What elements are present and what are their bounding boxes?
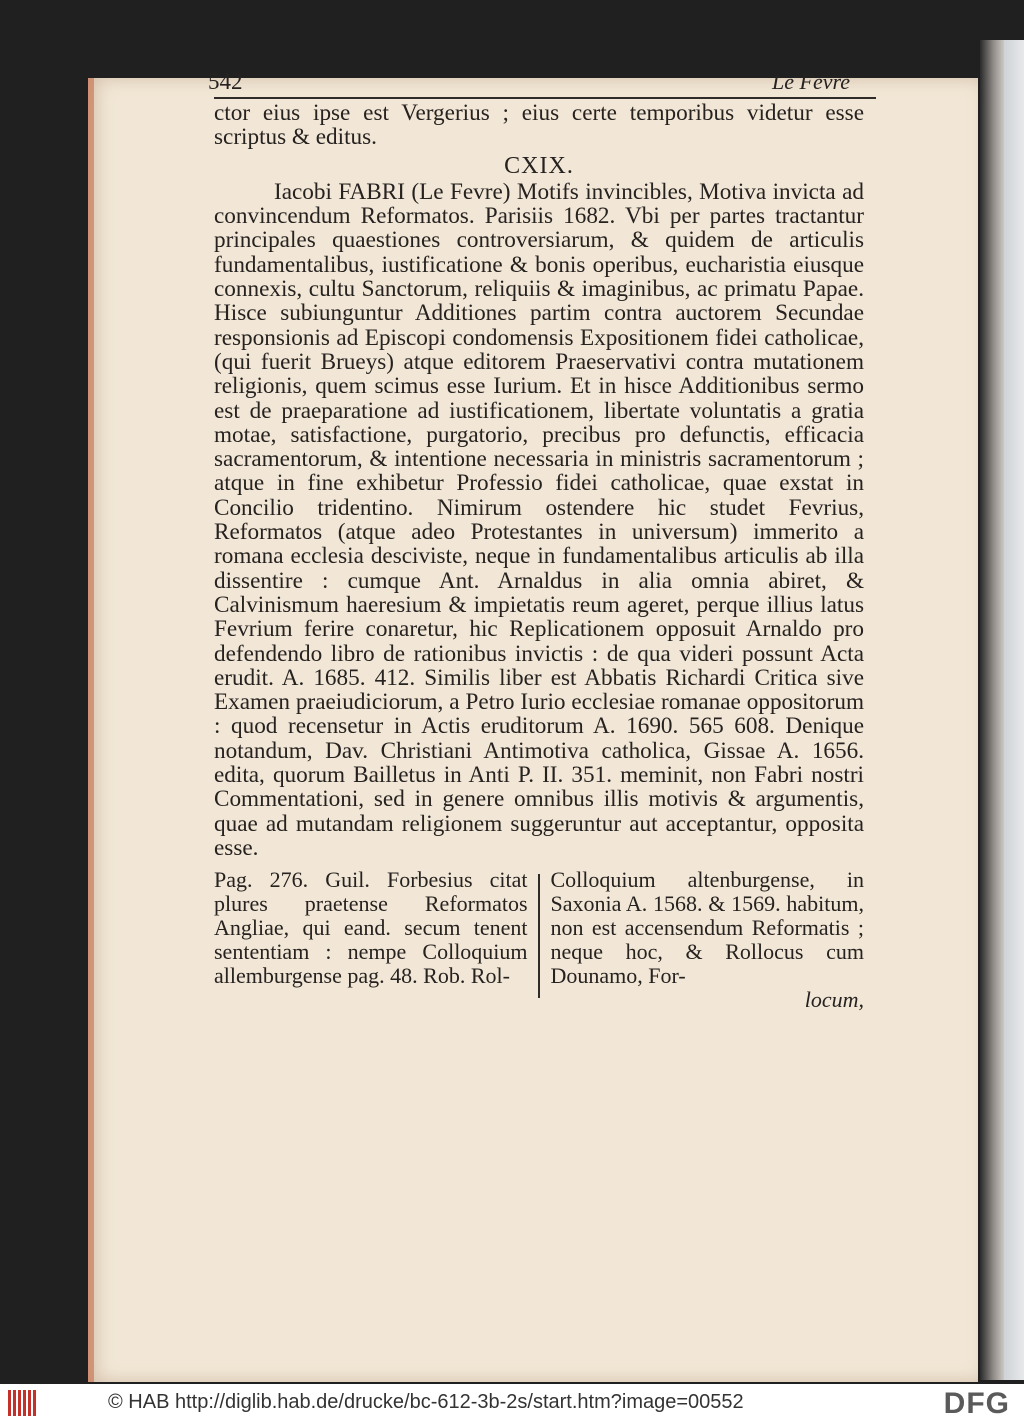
page-number: 542 bbox=[208, 69, 243, 94]
catchword: locum, bbox=[804, 987, 864, 1013]
entry-body: Iacobi FABRI (Le Fevre) Motifs invincibles, Motiva invicta ad convincendum Reformatos. Parisiis 1682. Vbi per partes tractantur principales quaestiones controversiarum, & quidem de articulis fundamentalibus, iustificatione & bonis operibus, eucharistia eiusque connexis, cultu Sanctorum, reliquiis & imaginibus, ac primatu Papae. Hisce subiunguntur Additiones partim contra auctorem Secundae responsionis ad Episcopi condomensis Expositionem fidei catholicae, (qui fuerit Brueys) atque editorem Praeservativi contra mutationem religionis, quem scimus esse Iurium. Et in hisce Additionibus sermo est de praeparatione ad iustificationem, libertate voluntatis a gratia motae, satisfactione, purgatorio, precibus pro defunctis, efficacia sacramentorum, & intentione necessaria in ministris sacramentorum ; atque in fine exhibetur Professio fidei catholicae, quae exstat in Concilio tridentino. Nimirum ostendere hic studet Fevrius, Reformatos (atque adeo Protestantes in universum) immerito a romana ecclesia desciviste, neque in fundamentalibus articulis ab illa dissentire : cumque Ant. Arnaldus in alia omnia abiret, & Calvinismum haeresium & impietatis reum ageret, perque illius latus Fevrium ferire conaretur, hic Replicationem opposuit Arnaldo pro defendendo libro de rationibus invictis : de qua videri possunt Acta erudit. A. 1685. 412. Similis liber est Abbatis Richardi Critica sive Examen praeiudiciorum, a Petro Iurio ecclesiae romanae oppositorum : quod recensetur in Actis eruditorum A. 1690. 565 608. Denique notandum, Dav. Christiani Antimotiva catholica, Gissae A. 1656. edita, quorum Bailletus in Anti P. II. 351. meminit, non Fabri nostri Commentationi, sed in genere omnibus illis motivis & argumentis, quae ad mutandam religionem suggeruntur aut acceptantur, opposita esse. bbox=[214, 178, 864, 861]
continuation-text: ctor eius ipse est Vergerius ; eius certe temporibus videtur esse scriptus & editus. bbox=[214, 100, 864, 151]
permalink-link[interactable]: © HAB http://diglib.hab.de/drucke/bc-612-3b-2s/start.htm?image=00552 bbox=[108, 1391, 744, 1413]
footnote-right bbox=[548, 868, 864, 1012]
facing-page-edge bbox=[980, 40, 1024, 1380]
footnote-divider bbox=[538, 874, 541, 998]
hab-logo-icon bbox=[8, 1390, 46, 1418]
page-content bbox=[208, 68, 864, 1013]
running-head: Le Fevre bbox=[772, 69, 850, 94]
entry-number: CXIX. bbox=[504, 152, 574, 179]
footnotes bbox=[214, 868, 864, 1012]
footnote-right-text: Colloquium altenburgense, in Saxonia A. 1568. & 1569. habitum, non est accensendum Reformatis ; neque hoc, & Rollocus cum Dounamo, For- bbox=[550, 867, 864, 989]
footnote-left-text: Pag. 276. Guil. Forbesius citat plures praetense Reformatos Angliae, qui eand. secum tenent sententiam : nempe Colloquium allemburgense pag. 48. Rob. Rol- bbox=[214, 867, 528, 989]
dfg-logo: DFG bbox=[943, 1387, 1010, 1420]
header-rule bbox=[214, 97, 876, 99]
viewer-footer bbox=[0, 1384, 1024, 1424]
footnote-left bbox=[214, 868, 534, 1012]
page-header bbox=[208, 68, 864, 96]
